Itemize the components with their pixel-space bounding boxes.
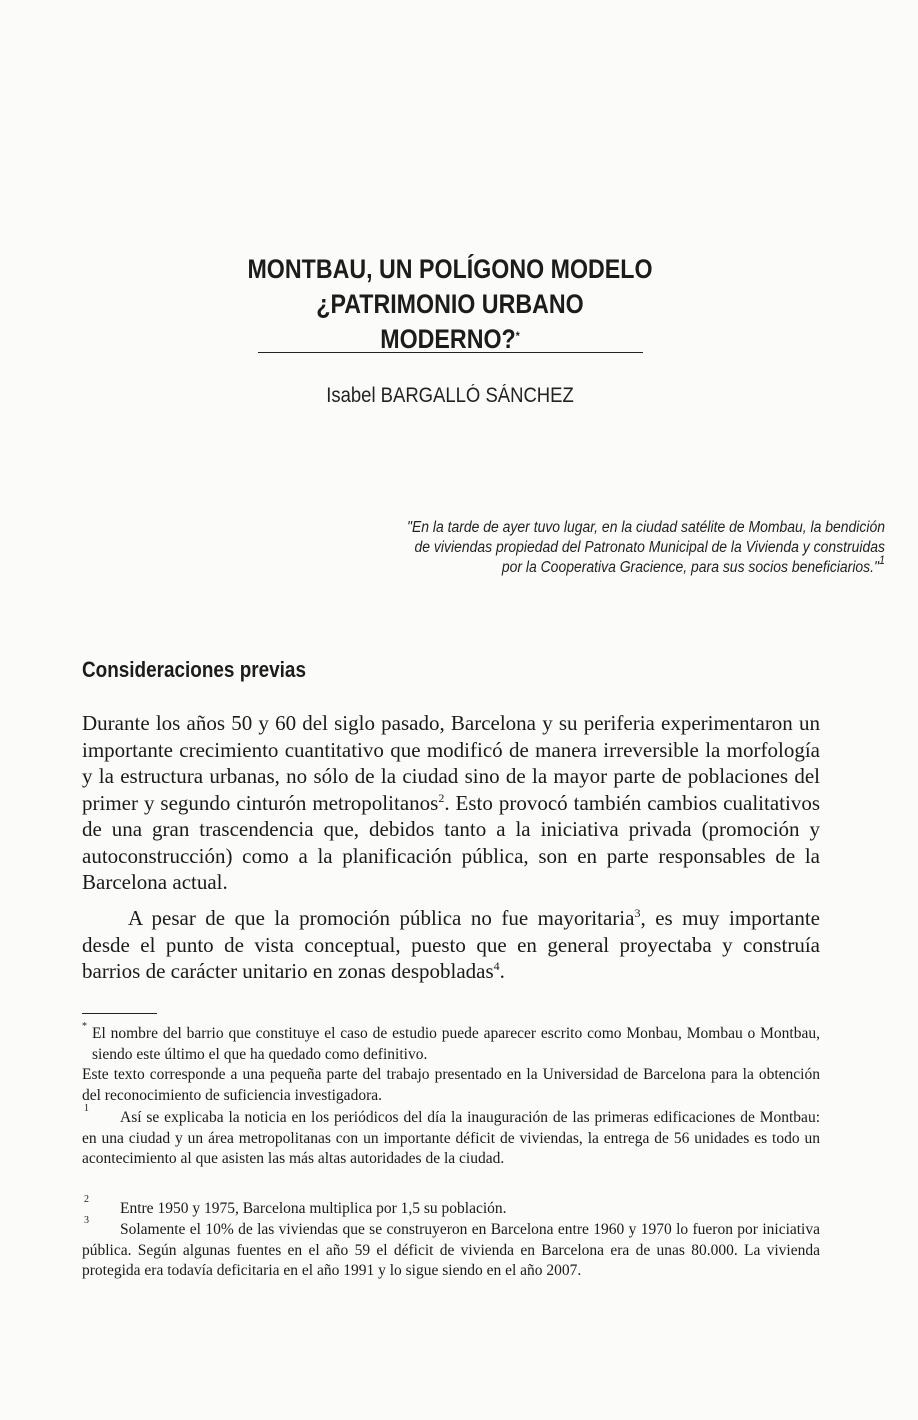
epigraph-line-2: de viviendas propiedad del Patronato Municipal de la Vivienda y construidas (414, 539, 885, 556)
paragraph-2-text-a: A pesar de que la promoción pública no fue mayoritaria (128, 906, 635, 930)
paragraph-1-text-a: Durante los años 50 y 60 del siglo pasado, Barcelona y su periferia experimentaron un importante crecimiento cuantitativo que modificó de manera irreversible la morfología y la estructura urbanas, no sólo de la ciudad sino de la mayor parte de poblaciones del primer y segundo cinturón metropolitanos (82, 711, 820, 815)
footnote-star-mark: * (82, 1021, 87, 1032)
footnote-ref-4[interactable]: 4 (493, 959, 500, 973)
paragraph-2-text-b: , es muy importante desde el punto de vista conceptual, puesto que en general proyectaba y construía barrios de carácter unitario en zonas despobladas (82, 906, 820, 983)
footnote-ref-3[interactable]: 3 (634, 906, 641, 920)
title-footnote-mark[interactable]: * (515, 329, 520, 343)
footnote-2 (82, 1194, 820, 1220)
title-line-2: ¿PATRIMONIO URBANO (316, 289, 584, 319)
title-line-1: MONTBAU, UN POLÍGONO MODELO (247, 254, 653, 284)
footnote-rule (82, 1013, 157, 1014)
author-name: Isabel BARGALLÓ SÁNCHEZ (326, 384, 574, 407)
footnote-star-text: El nombre del barrio que constituye el caso de estudio puede aparecer escrito como Monbau, Mombau o Montbau, siendo este último el que ha quedado como definitivo. (92, 1025, 820, 1063)
footnote-1-text: Así se explicaba la noticia en los periódicos del día la inauguración de las primeras edificaciones de Montbau: en una ciudad y un área metropolitanas con un importante déficit de viviendas, la entrega de 56 unidades es todo un acontecimiento al que asisten las más altas autoridades de la ciudad. (82, 1109, 820, 1167)
footnote-3 (82, 1215, 820, 1282)
paragraph-2-text-c: . (499, 959, 505, 983)
footnote-3-mark: 3 (84, 1215, 89, 1226)
footnote-star-extra: Este texto corresponde a una pequeña parte del trabajo presentado en la Universidad de Barcelona para la obtención del reconocimiento de suficiencia investigadora. (82, 1066, 820, 1104)
footnote-star (82, 1021, 820, 1106)
footnote-ref-2[interactable]: 2 (438, 790, 445, 805)
paragraph-1 (82, 710, 820, 896)
footnote-2-text: Entre 1950 y 1975, Barcelona multiplica por 1,5 su población. (120, 1200, 507, 1217)
epigraph-line-3-text: por la Cooperativa Gracience, para sus socios beneficiarios." (501, 559, 879, 576)
article-title (235, 252, 665, 357)
footnote-1 (82, 1103, 820, 1170)
footnote-2-mark: 2 (84, 1194, 89, 1205)
paragraph-1-text-b: . Esto provocó también cambios cualitativos de una gran trascendencia que, debidos tanto a la iniciativa privada (promoción y autoconstrucción) como a la planificación pública, son en parte responsables de la Barcelona actual. (82, 790, 820, 894)
footnote-3-text: Solamente el 10% de las viviendas que se construyeron en Barcelona entre 1960 y 1970 lo fueron por iniciativa pública. Según algunas fuentes en el año 59 el déficit de vivienda en Barcelona era de unas 80.000. La vivienda protegida era todavía deficitaria en el año 1991 y lo sigue siendo en el año 2007. (82, 1221, 820, 1279)
title-line-3-text: MODERNO? (380, 324, 516, 354)
epigraph-line-1: "En la tarde de ayer tuvo lugar, en la ciudad satélite de Mombau, la bendición (406, 519, 885, 536)
epigraph-line-3 (377, 553, 886, 578)
epigraph-footnote-ref[interactable]: 1 (878, 553, 885, 567)
paragraph-2 (82, 905, 820, 985)
section-heading: Consideraciones previas (82, 657, 306, 682)
footnote-1-mark: 1 (84, 1103, 89, 1114)
epigraph (377, 518, 886, 578)
title-rule (258, 352, 643, 353)
